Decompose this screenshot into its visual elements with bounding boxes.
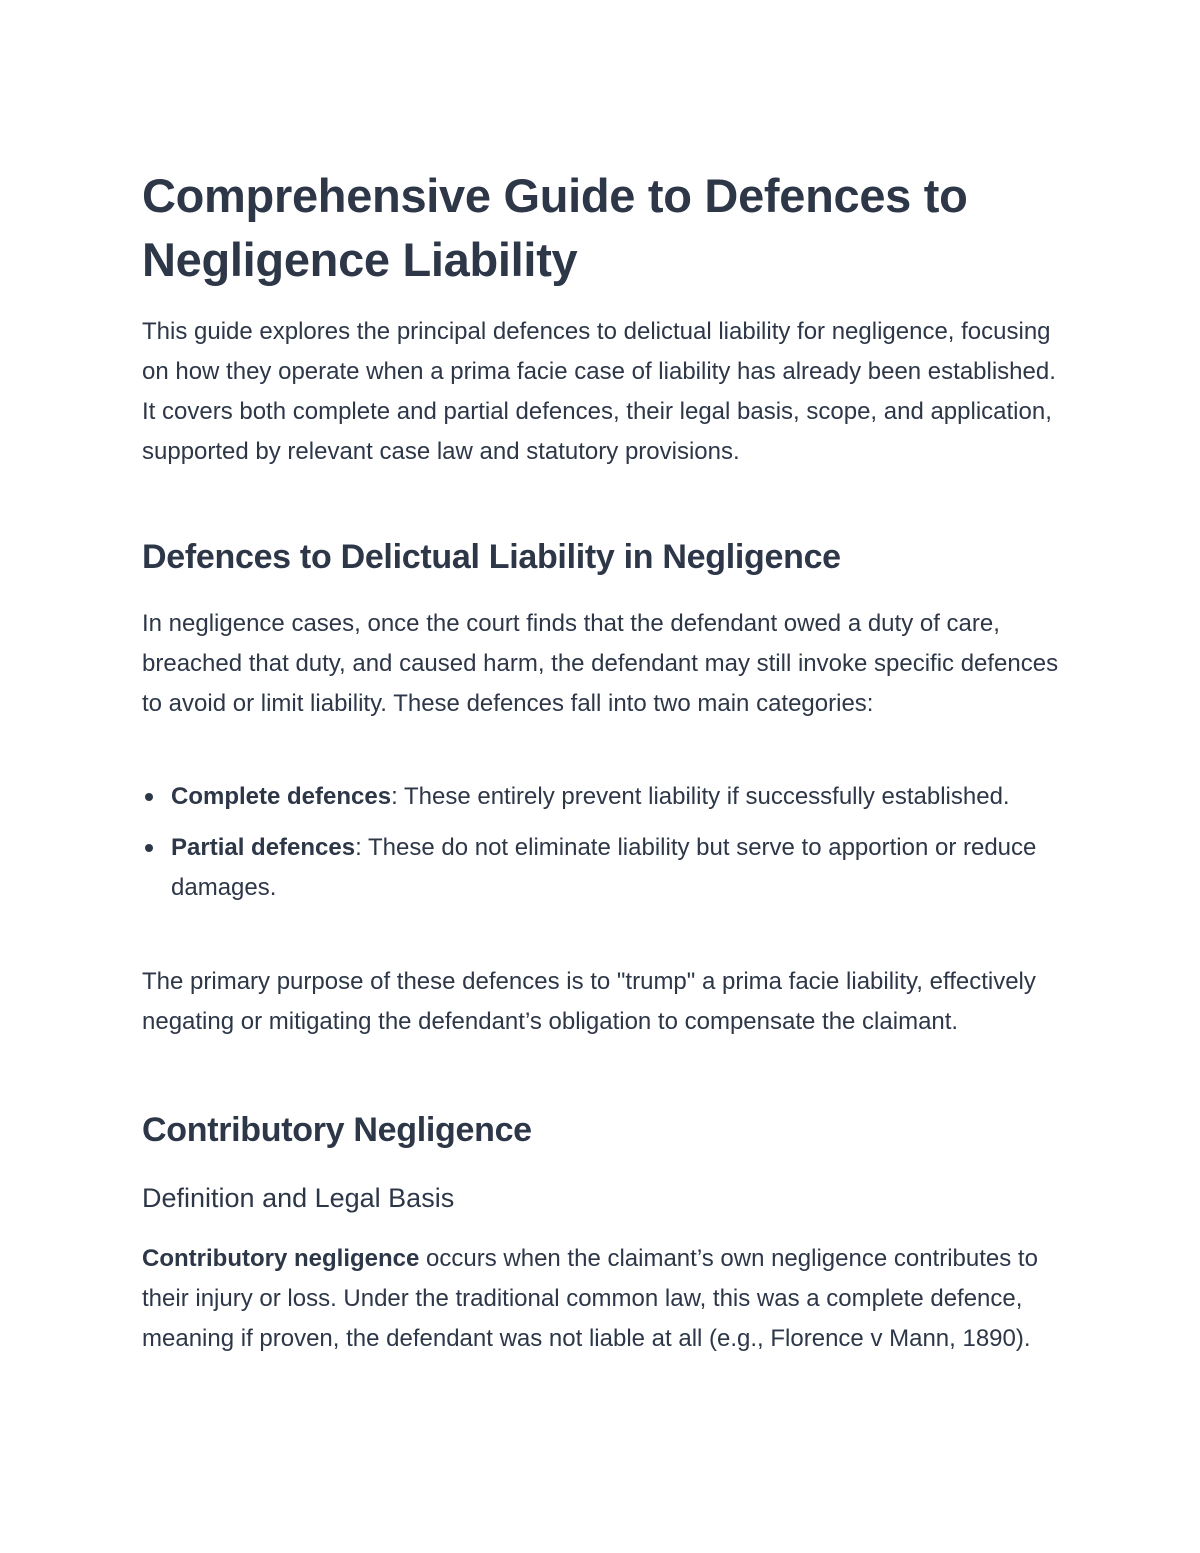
list-item-complete-defences bbox=[142, 777, 1062, 817]
list-item-text: : These do not eliminate liability but serve to apportion or reduce damages. bbox=[171, 834, 1037, 901]
definition-text: occurs when the claimant’s own negligence contributes to their injury or loss. Under the traditional common law, this was a complete defence, meaning if proven, the defendant was not liable at all (e.g., Florence v Mann, 1890). bbox=[142, 1245, 1038, 1352]
section-heading-contributory-negligence: Contributory Negligence bbox=[142, 1111, 532, 1149]
definition-term: Contributory negligence bbox=[142, 1245, 420, 1272]
intro-paragraph: This guide explores the principal defences to delictual liability for negligence, focusing on how they operate when a prima facie case of liability has already been established. It covers both complete and partial defences, their legal basis, scope, and application, supported by relevant case law and statutory provisions. bbox=[142, 318, 1056, 465]
section-paragraph-defences: In negligence cases, once the court finds that the defendant owed a duty of care, breached that duty, and caused harm, the defendant may still invoke specific defences to avoid or limit liability. These defences fall into two main categories: bbox=[142, 610, 1059, 717]
subheading-definition: Definition and Legal Basis bbox=[142, 1183, 455, 1213]
list-item-term: Complete defences bbox=[171, 783, 392, 810]
list-item-partial-defences bbox=[142, 828, 1062, 908]
section-closing-paragraph: The primary purpose of these defences is to "trump" a prima facie liability, effectively negating or mitigating the defendant’s obligation to compensate the claimant. bbox=[142, 968, 1036, 1035]
list-item-term: Partial defences bbox=[171, 834, 356, 861]
section-heading-defences: Defences to Delictual Liability in Negligence bbox=[142, 538, 841, 576]
bullet-icon bbox=[145, 844, 153, 852]
bullet-icon bbox=[145, 793, 153, 801]
list-item-text: : These entirely prevent liability if successfully established. bbox=[391, 783, 1010, 810]
definition-paragraph bbox=[142, 1239, 1062, 1359]
defence-categories-list bbox=[142, 777, 1062, 919]
document-title: Comprehensive Guide to Defences to Negligence Liability bbox=[142, 169, 968, 286]
